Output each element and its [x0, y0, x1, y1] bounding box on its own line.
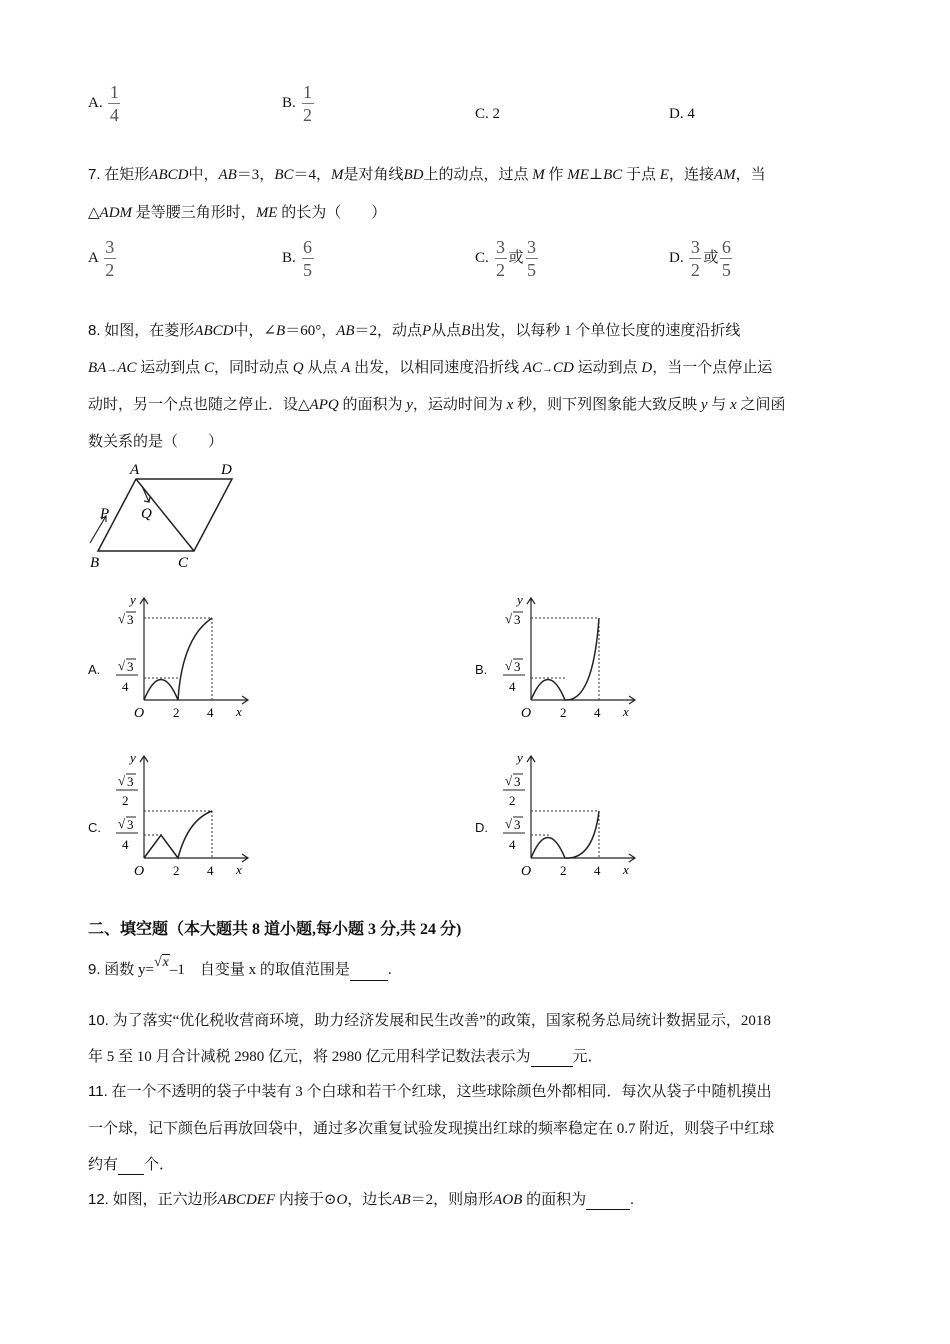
q7-line2: △ADM 是等腰三角形时，ME 的长为（ ） — [88, 205, 387, 221]
q6-option-b[interactable]: B. $\frac{1}{2}$ — [282, 82, 313, 125]
graph-a-label[interactable]: A. — [88, 662, 101, 677]
q6-option-c[interactable]: C. 2 — [475, 106, 501, 122]
graph-a[interactable] — [108, 590, 258, 722]
svg-text:√: √ — [118, 773, 126, 788]
q11-line3: 约有 个． — [88, 1157, 175, 1173]
svg-text:√: √ — [118, 816, 126, 831]
graph-c-label[interactable]: C. — [88, 820, 101, 835]
label-b: B — [90, 555, 100, 571]
svg-text:4: 4 — [207, 705, 214, 720]
svg-text:y: y — [130, 750, 136, 765]
svg-text:3: 3 — [127, 817, 134, 832]
graph-d[interactable] — [495, 748, 645, 880]
graph-b[interactable] — [495, 590, 645, 722]
fraction: $\frac{1}{4}$ — [109, 82, 119, 125]
svg-text:y: y — [130, 592, 136, 607]
rhombus-figure — [84, 458, 244, 573]
q7-option-c[interactable]: C. $\frac{3}{2}$ 或 $\frac{3}{5}$ — [475, 237, 537, 280]
svg-text:x: x — [236, 704, 242, 719]
svg-text:4: 4 — [122, 837, 129, 852]
fraction: $\frac{3}{2}$ — [105, 237, 115, 280]
curve — [144, 811, 212, 858]
svg-text:2: 2 — [509, 793, 516, 808]
svg-text:4: 4 — [207, 863, 214, 878]
q6-option-a[interactable]: A. $\frac{1}{4}$ — [88, 82, 119, 125]
q8-line3: 动时，另一个点也随之停止．设△APQ 的面积为 y，运动时间为 x 秒，则下列图象能大致反映 y 与 x 之间函 — [88, 397, 786, 413]
label-q: Q — [141, 506, 152, 522]
q11-line2: 一个球，记下颜色后再放回袋中，通过多次重复试验发现摸出红球的频率稳定在 0.7 附近，则袋子中红球 — [88, 1121, 775, 1137]
graph-c[interactable] — [108, 748, 258, 880]
svg-text:√: √ — [505, 658, 513, 673]
svg-text:4: 4 — [509, 679, 516, 694]
svg-text:4: 4 — [122, 679, 129, 694]
svg-text:√: √ — [118, 611, 126, 626]
svg-text:4: 4 — [594, 705, 601, 720]
label-d: D — [221, 462, 232, 478]
svg-text:√: √ — [505, 611, 513, 626]
fraction: $\frac{1}{2}$ — [303, 82, 313, 125]
svg-text:x: x — [623, 704, 629, 719]
svg-text:√: √ — [118, 658, 126, 673]
svg-text:√: √ — [505, 816, 513, 831]
svg-text:3: 3 — [127, 774, 134, 789]
q6-option-d[interactable]: D. 4 — [669, 106, 695, 122]
svg-text:4: 4 — [509, 837, 516, 852]
graph-d-label[interactable]: D. — [475, 820, 488, 835]
q7-option-b[interactable]: B. $\frac{6}{5}$ — [282, 237, 313, 280]
q10-line2: 年 5 至 10 月合计减税 2980 亿元，将 2980 亿元用科学记数法表示为 元． — [88, 1049, 603, 1065]
svg-text:3: 3 — [514, 817, 521, 832]
curve — [144, 618, 212, 700]
svg-text:O: O — [521, 864, 532, 879]
svg-text:2: 2 — [122, 793, 129, 808]
q8-line2: BA→AC 运动到点 C，同时动点 Q 从点 A 出发，以相同速度沿折线 AC→CD 运动到点 D，当一个点停止运 — [88, 360, 773, 376]
q9-answer-blank[interactable] — [350, 964, 388, 981]
svg-text:x: x — [236, 862, 242, 877]
q11-line1: 11. 在一个不透明的袋子中装有 3 个白球和若干个红球，这些球除颜色外都相同．每次从袋子中随机摸出 — [88, 1083, 772, 1100]
q10-answer-blank[interactable] — [531, 1050, 573, 1067]
q8-line1: 8. 如图，在菱形ABCD中，∠B＝60°，AB＝2，动点P从点B出发，以每秒 1 个单位长度的速度沿折线 — [88, 322, 741, 339]
svg-text:2: 2 — [173, 863, 180, 878]
svg-text:O: O — [521, 706, 532, 721]
svg-text:y: y — [517, 750, 523, 765]
svg-text:4: 4 — [594, 863, 601, 878]
svg-text:3: 3 — [514, 612, 521, 627]
label-p: P — [100, 506, 110, 522]
svg-text:3: 3 — [127, 612, 134, 627]
label-a: A — [130, 462, 140, 478]
svg-text:y: y — [517, 592, 523, 607]
q12-answer-blank[interactable] — [586, 1193, 630, 1210]
svg-text:x: x — [623, 862, 629, 877]
section-heading: 二、填空题（本大题共 8 道小题,每小题 3 分,共 24 分) — [88, 921, 462, 938]
q7-line1: 7. 在矩形ABCD中，AB＝3，BC＝4，M是对角线BD上的动点，过点 M 作 ME⊥BC 于点 E，连接AM，当 — [88, 166, 766, 183]
q7-option-d[interactable]: D. $\frac{3}{2}$ 或 $\frac{6}{5}$ — [669, 237, 731, 280]
q9-line: 9. 函数 y=√x–1 自变量 x 的取值范围是 . — [88, 960, 392, 981]
q8-line4: 数关系的是（ ） — [88, 434, 224, 450]
svg-text:2: 2 — [173, 705, 180, 720]
svg-text:√: √ — [505, 773, 513, 788]
svg-text:2: 2 — [560, 705, 567, 720]
graph-b-label[interactable]: B. — [475, 662, 488, 677]
svg-text:2: 2 — [560, 863, 567, 878]
svg-text:3: 3 — [514, 659, 521, 674]
svg-text:3: 3 — [127, 659, 134, 674]
q12-line: 12. 如图，正六边形ABCDEF 内接于⊙O，边长AB＝2，则扇形AOB 的面积为 . — [88, 1191, 634, 1208]
q11-answer-blank[interactable] — [118, 1158, 144, 1175]
svg-text:O: O — [134, 864, 145, 879]
svg-text:O: O — [134, 706, 145, 721]
fraction: $\frac{6}{5}$ — [303, 237, 313, 280]
curve — [531, 618, 599, 700]
label-c: C — [178, 555, 189, 571]
q10-line1: 10. 为了落实“优化税收营商环境，助力经济发展和民生改善”的政策，国家税务总局统计数据显示，2018 — [88, 1012, 771, 1029]
curve — [531, 811, 599, 858]
q7-option-a[interactable]: A $\frac{3}{2}$ — [88, 237, 115, 280]
svg-text:3: 3 — [514, 774, 521, 789]
